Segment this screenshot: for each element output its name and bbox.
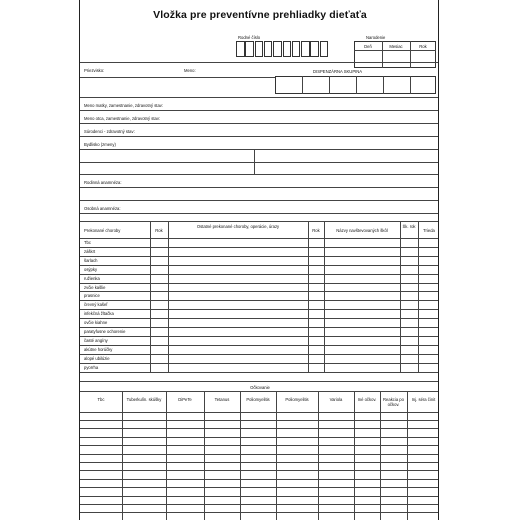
vaccination-col-line bbox=[380, 391, 381, 520]
vaccination-row-line bbox=[80, 470, 439, 471]
vaccination-col-line bbox=[318, 391, 319, 520]
table-row-line bbox=[80, 265, 439, 266]
vaccination-col-header: Iné očkov. bbox=[357, 397, 377, 402]
table-row-line bbox=[80, 247, 439, 248]
vaccination-col-header: Inj. séra činit bbox=[411, 397, 436, 402]
disease-row-label: paratyfusne ochorenie bbox=[84, 329, 126, 334]
vaccination-col-line bbox=[204, 391, 205, 520]
table-row-line bbox=[80, 345, 439, 346]
father-field-label: Meno otca, zamestnanie, zdravotný stav: bbox=[84, 116, 161, 121]
birth-number-digit-box[interactable] bbox=[283, 41, 292, 57]
table-header-line bbox=[80, 238, 439, 239]
field-line bbox=[80, 110, 439, 111]
dispensary-label: DISPENZÁRNA SKUPINA bbox=[313, 69, 363, 74]
col-sk-rok: Šk. rok bbox=[402, 224, 416, 229]
field-line bbox=[80, 200, 439, 201]
vaccination-title: Očkovanie bbox=[250, 385, 270, 390]
disease-row-label: záškrt bbox=[84, 248, 96, 254]
vaccination-row-line bbox=[80, 479, 439, 480]
field-line bbox=[80, 136, 439, 137]
vaccination-row-line bbox=[80, 462, 439, 463]
table-row-line bbox=[80, 256, 439, 257]
year-label: Rok bbox=[419, 44, 427, 49]
vaccination-row-line bbox=[80, 496, 439, 497]
disease-row-label: ovčie kiahne bbox=[84, 320, 108, 326]
name-label: Meno: bbox=[184, 68, 196, 73]
vaccination-row-line bbox=[80, 420, 439, 421]
vaccination-row-line bbox=[80, 504, 439, 505]
vaccination-row-line bbox=[80, 454, 439, 455]
vaccination-row-line bbox=[80, 445, 439, 446]
birth-date-label: Narodenie bbox=[366, 35, 386, 40]
form-title: Vložka pre preventívne prehliadky dieťaťa bbox=[153, 9, 367, 21]
field-line bbox=[80, 187, 439, 188]
birth-number-digit-box[interactable] bbox=[273, 41, 282, 57]
disease-row-label: prasnice bbox=[84, 293, 100, 299]
vaccination-header-line bbox=[80, 412, 439, 413]
birth-number-digit-box[interactable] bbox=[301, 41, 310, 57]
birth-number-digit-box[interactable] bbox=[292, 41, 301, 57]
residence-field-label: Bydlisko (zmeny) bbox=[84, 142, 116, 147]
vaccination-col-line bbox=[240, 391, 241, 520]
col-trieda: Trieda bbox=[423, 228, 435, 233]
birth-number-digit-box[interactable] bbox=[320, 41, 329, 57]
table-row-line bbox=[80, 300, 439, 301]
disease-row-label: alopé ubilúzie bbox=[84, 355, 110, 361]
col-rok-2: Rok bbox=[312, 228, 320, 233]
vaccination-row-line bbox=[80, 437, 439, 438]
vaccination-title-line bbox=[80, 391, 439, 392]
disease-row-label: osýpky bbox=[84, 266, 98, 272]
birth-number-digit-box[interactable] bbox=[310, 41, 319, 57]
birth-number-digit-box[interactable] bbox=[255, 41, 264, 57]
field-line bbox=[80, 149, 439, 150]
col-prekonane: Prekonané choroby bbox=[84, 228, 121, 233]
field-line bbox=[80, 97, 439, 98]
table-row-line bbox=[80, 327, 439, 328]
vaccination-col-header: Variola bbox=[329, 397, 343, 402]
vaccination-col-header: Tetanus bbox=[214, 397, 230, 402]
siblings-field-label: Súrodenci - zdravotný stav: bbox=[84, 129, 135, 134]
vaccination-col-header: Poliomyelitis bbox=[285, 397, 309, 402]
vaccination-row-line bbox=[80, 428, 439, 429]
personal-history-label: Osobná anamnéza: bbox=[84, 206, 121, 211]
vaccination-col-header: Tuberkulín. skúšky bbox=[126, 397, 162, 402]
table-row-line bbox=[80, 309, 439, 310]
vaccination-col-line bbox=[122, 391, 123, 520]
mother-field-label: Meno matky, zamestnanie, zdravotný stav: bbox=[84, 103, 164, 108]
vaccination-col-line bbox=[276, 391, 277, 520]
disease-row-label: Tbc bbox=[84, 240, 91, 245]
table-row-line bbox=[80, 363, 439, 364]
table-row-line bbox=[80, 354, 439, 355]
birth-number-digit-box[interactable] bbox=[245, 41, 254, 57]
table-top-line bbox=[80, 221, 439, 222]
vaccination-top-line bbox=[80, 381, 439, 382]
col-ostatne: Ostatné prekonané choroby, operácie, úrazy bbox=[196, 224, 280, 229]
field-line bbox=[80, 174, 439, 175]
family-history-label: Rodinná anamnéza: bbox=[84, 180, 122, 185]
vaccination-row-line bbox=[80, 487, 439, 488]
vaccination-col-line bbox=[166, 391, 167, 520]
disease-row-label: infekčná žltačka bbox=[84, 311, 114, 317]
vaccination-col-header: Tbc bbox=[97, 397, 105, 402]
birth-number-label: Rodné číslo bbox=[238, 35, 261, 40]
vaccination-col-line bbox=[407, 391, 408, 520]
disease-row-label: pyorrha bbox=[84, 364, 99, 370]
col-skoly: Názvy navštevovaných škôl bbox=[336, 228, 388, 233]
birth-number-digit-box[interactable] bbox=[264, 41, 273, 57]
table-row-line bbox=[80, 283, 439, 284]
table-row-line bbox=[80, 318, 439, 319]
form-sheet bbox=[79, 0, 439, 520]
vaccination-col-line bbox=[354, 391, 355, 520]
birth-number-digit-box[interactable] bbox=[236, 41, 245, 57]
table-row-line bbox=[80, 291, 439, 292]
field-line bbox=[80, 213, 439, 214]
vaccination-col-header: Reakcia po očkov. bbox=[383, 397, 404, 407]
disease-row-label: časté angíny bbox=[84, 337, 108, 343]
vaccination-col-header: Poliomyelitis bbox=[246, 397, 270, 402]
field-line bbox=[80, 123, 439, 124]
vaccination-col-header: DiPeTe bbox=[178, 397, 192, 402]
disease-row-label: zvčie kašlie bbox=[84, 284, 106, 290]
vaccination-row-line bbox=[80, 512, 439, 513]
disease-row-label: črevný kašeľ bbox=[84, 302, 108, 308]
disease-row-label: akútne horúčky bbox=[84, 346, 113, 352]
disease-row-label: šarlach bbox=[84, 257, 98, 263]
table-row-line bbox=[80, 372, 439, 373]
col-rok-1: Rok bbox=[155, 228, 163, 233]
field-line bbox=[80, 162, 439, 163]
month-label: Mesiac bbox=[389, 44, 403, 49]
surname-label: Priezvisko: bbox=[84, 68, 105, 73]
table-row-line bbox=[80, 336, 439, 337]
table-row-line bbox=[80, 274, 439, 275]
disease-row-label: ružienka bbox=[84, 275, 100, 281]
day-label: Deň bbox=[364, 44, 372, 49]
